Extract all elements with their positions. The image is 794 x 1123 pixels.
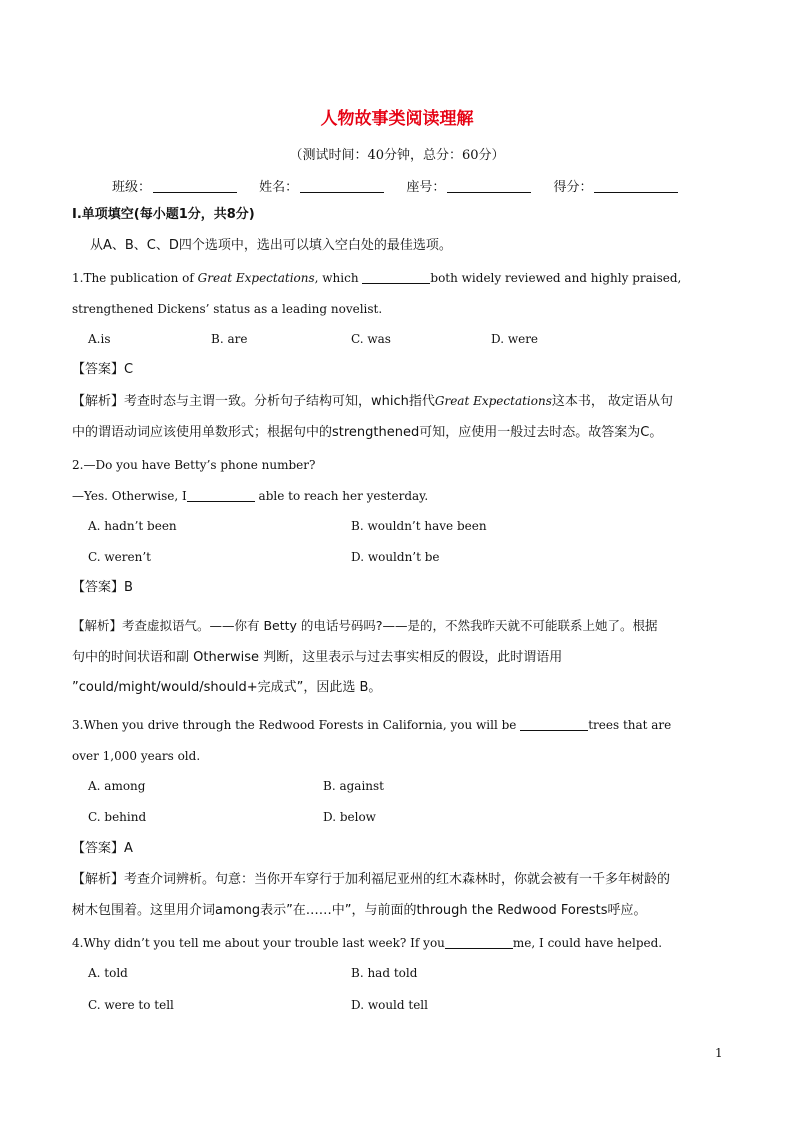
q4-option-b: B. had told: [351, 966, 418, 980]
q3-option-a: A. among: [88, 779, 146, 793]
q4-option-a: A. told: [88, 966, 128, 980]
student-info-fields: [112, 176, 696, 195]
q1-analysis-line-1: 【解析】考查时态与主谓一致。分析句子结构可知，which指代Great Expectations这本书， 故定语从句: [72, 394, 674, 409]
page-number: 1: [715, 1046, 723, 1060]
q2-answer: 【答案】B: [72, 580, 133, 595]
q3-analysis-line-1: 【解析】考查介词辨析。句意：当你开车穿行于加利福尼亚州的红木森林时，你就会被有一千多年树龄的: [72, 872, 671, 887]
question-1-line-2: strengthened Dickens’ status as a leading novelist.: [72, 302, 383, 316]
q1-option-d: D. were: [491, 332, 539, 346]
q3-analysis-line-2: 树木包围着。这里用介词among表示”在……中”，与前面的through the Redwood Forests呼应。: [72, 903, 647, 918]
q3-option-c: C. behind: [88, 810, 147, 824]
seat-number-field[interactable]: 座号：: [406, 176, 531, 195]
name-field[interactable]: 姓名：: [259, 176, 384, 195]
answer-blank: [187, 490, 255, 502]
page-title: 人物故事类阅读理解: [320, 109, 474, 129]
instruction-text: 从A、B、C、D四个选项中，选出可以填入空白处的最佳选项。: [90, 238, 452, 253]
q1-answer: 【答案】C: [72, 362, 134, 377]
q4-option-c: C. were to tell: [88, 998, 174, 1012]
q2-option-b: B. wouldn’t have been: [351, 519, 487, 533]
q2-option-d: D. wouldn’t be: [351, 550, 440, 564]
question-2-line-2: —Yes. Otherwise, I able to reach her yesterday.: [72, 489, 429, 503]
question-3-line-2: over 1,000 years old.: [72, 749, 201, 763]
q1-option-b: B. are: [211, 332, 248, 346]
q1-analysis-line-2: 中的谓语动词应该使用单数形式；根据句中的strengthened可知，应使用一般过去时态。故答案为C。: [72, 425, 663, 440]
section-heading: I.单项填空(每小题1分，共8分): [72, 207, 255, 222]
q3-option-d: D. below: [323, 810, 376, 824]
question-1-line-1: 1.The publication of Great Expectations, which both widely reviewed and highly praised,: [72, 271, 682, 285]
score-field[interactable]: 得分：: [553, 176, 678, 195]
question-4-line-1: 4.Why didn’t you tell me about your trouble last week? If you me, I could have helped.: [72, 936, 663, 950]
class-field[interactable]: 班级：: [112, 176, 237, 195]
q2-analysis-line-3: ”could/might/would/should+完成式”，因此选 B。: [72, 680, 382, 695]
test-info: （测试时间：40分钟，总分：60分）: [289, 148, 505, 163]
q1-option-c: C. was: [351, 332, 391, 346]
answer-blank: [362, 272, 430, 284]
q2-option-a: A. hadn’t been: [88, 519, 177, 533]
q3-answer: 【答案】A: [72, 841, 133, 856]
question-3-line-1: 3.When you drive through the Redwood Forests in California, you will be trees that are: [72, 718, 672, 732]
q1-option-a: A.is: [88, 332, 111, 346]
q3-option-b: B. against: [323, 779, 384, 793]
q4-option-d: D. would tell: [351, 998, 428, 1012]
question-2-line-1: 2.—Do you have Betty’s phone number?: [72, 458, 316, 472]
q2-option-c: C. weren’t: [88, 550, 151, 564]
q2-analysis-line-1: 【解析】考查虚拟语气。——你有 Betty 的电话号码吗?——是的，不然我昨天就不可能联系上她了。根据: [72, 618, 658, 633]
answer-blank: [445, 937, 513, 949]
q2-analysis-line-2: 句中的时间状语和副 Otherwise 判断，这里表示与过去事实相反的假设，此时谓语用: [72, 650, 563, 665]
answer-blank: [520, 719, 588, 731]
